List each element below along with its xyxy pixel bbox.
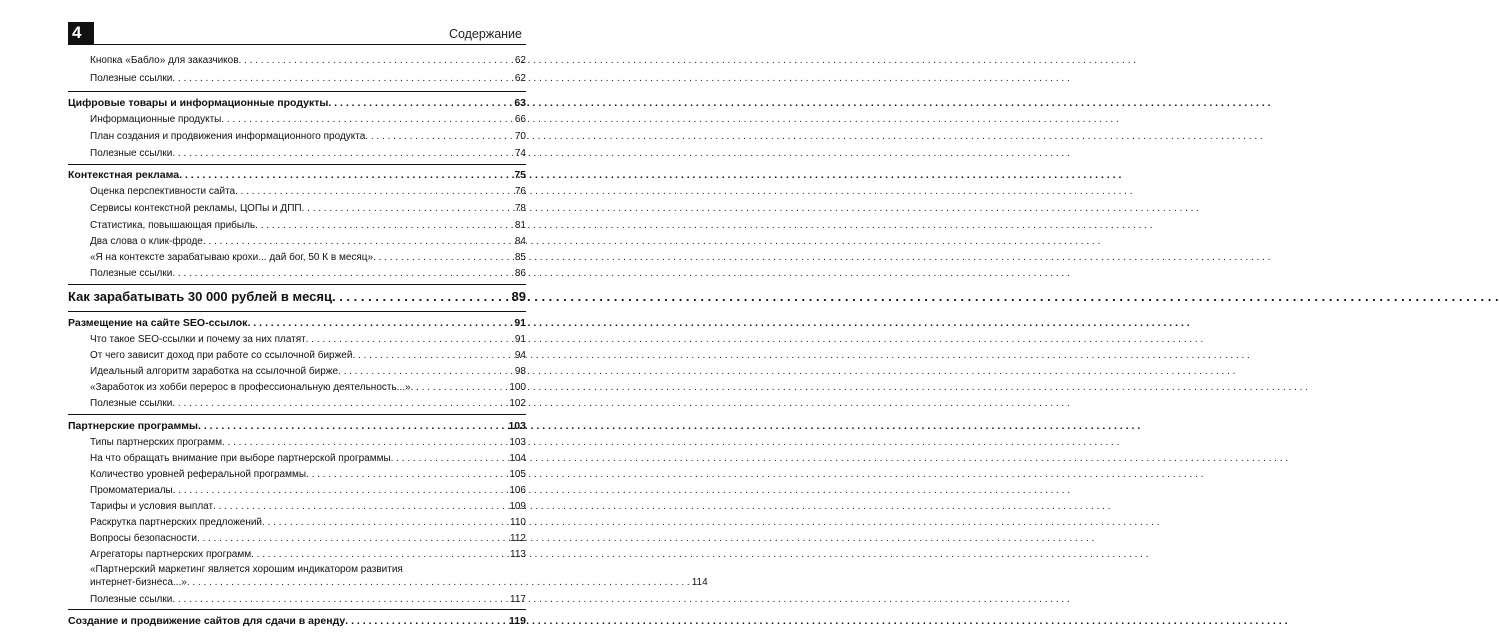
toc-entry[interactable]: Идеальный алгоритм заработка на ссылочной бирже . . . 98 [68, 364, 526, 378]
toc-entry[interactable]: Оценка перспективности сайта . . . 76 [68, 184, 526, 198]
toc-entry[interactable]: Агрегаторы партнерских программ . . . 113 [68, 547, 526, 561]
toc-entry[interactable]: План создания и продвижения информационного продукта . . . 70 [68, 129, 526, 143]
section-divider [68, 284, 526, 285]
section-divider [68, 414, 526, 415]
toc-entry[interactable]: Кнопка «Бабло» для заказчиков . . . 62 [68, 53, 526, 67]
toc-entry[interactable]: «Заработок из хобби перерос в профессиональную деятельность...» . . . 100 [68, 380, 526, 394]
toc-chapter[interactable]: Партнерские программы . . . 103 [68, 418, 526, 432]
toc-entry[interactable]: От чего зависит доход при работе со ссылочной биржей . . . 94 [68, 348, 526, 362]
toc-entry[interactable]: Что такое SEO-ссылки и почему за них платят . . . 91 [68, 332, 526, 346]
toc-entry[interactable]: Полезные ссылки . . . 102 [68, 396, 526, 410]
toc-entry[interactable]: Типы партнерских программ . . . 103 [68, 435, 526, 449]
toc-entry[interactable]: Информационные продукты . . . 66 [68, 112, 526, 126]
toc-entry[interactable]: Вопросы безопасности . . . 112 [68, 531, 526, 545]
toc-entry[interactable]: На что обращать внимание при выборе партнерской программы . . . 104 [68, 451, 526, 465]
toc-entry[interactable]: Полезные ссылки . . . 62 [68, 71, 526, 85]
section-divider [68, 91, 526, 92]
toc-entry[interactable]: Сервисы контекстной рекламы, ЦОПы и ДПП . . . 78 [68, 201, 526, 215]
toc-chapter[interactable]: Цифровые товары и информационные продукты . . . 63 [68, 95, 526, 109]
toc-chapter[interactable]: Создание и продвижение сайтов для сдачи в аренду . . . 119 [68, 613, 526, 627]
section-divider [68, 164, 526, 165]
toc-entry[interactable]: Раскрутка партнерских предложений . . . 110 [68, 515, 526, 529]
toc-entry[interactable]: Полезные ссылки . . . 117 [68, 592, 526, 606]
section-divider [68, 311, 526, 312]
toc-entry[interactable]: Тарифы и условия выплат . . . 109 [68, 499, 526, 513]
toc-chapter[interactable]: Размещение на сайте SEO-ссылок . . . 91 [68, 315, 526, 329]
toc-part[interactable]: Как зарабатывать 30 000 рублей в месяц . . . 89 [68, 287, 526, 305]
toc-entry[interactable]: Промоматериалы . . . 106 [68, 483, 526, 497]
header-rule [68, 44, 526, 45]
section-divider [68, 609, 526, 610]
toc-entry[interactable]: Количество уровней реферальной программы . . . 105 [68, 467, 526, 481]
running-title: Содержание [448, 27, 522, 41]
toc-entry[interactable]: Два слова о клик-фроде . . . 84 [68, 234, 526, 248]
toc-entry-multiline[interactable]: «Партнерский маркетинг является хорошим индикатором развития интернет-бизнеса...» . . . 114 [90, 563, 526, 589]
page-header [68, 22, 526, 48]
toc-entry[interactable]: Полезные ссылки . . . 86 [68, 266, 526, 280]
toc-entry[interactable]: Полезные ссылки . . . 74 [68, 146, 526, 160]
toc-entry[interactable]: «Я на контексте зарабатываю крохи... дай бог, 50 К в месяц» . . . 85 [68, 250, 526, 264]
toc-chapter[interactable]: Контекстная реклама . . . 75 [68, 167, 526, 181]
toc-entry[interactable]: Статистика, повышающая прибыль . . . 81 [68, 218, 526, 232]
page-number: 4 [68, 22, 94, 44]
